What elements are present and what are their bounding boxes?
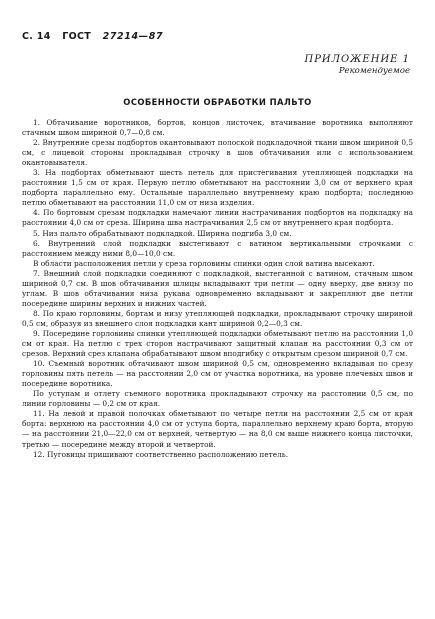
paragraph-11: 11. На левой и правой полочках обметывают по четыре петли на расстоянии 2,5 см от края борта: верхнюю на расстоянии 4,0 см от уступа борта, параллельно верхнему краю борта, вторую — на расстоянии 21,0—22,0 см от верхней, четвертую — на 8,0 см выше нижнего конца листочки, третью — посередине между второй и четвертой. [22,409,413,449]
appendix-block [304,54,410,76]
paragraph-7: 7. Внешний слой подкладки соединяют с подкладкой, выстеганной с ватином, стачным швом шириной 0,7 см. В шов обтачивания шлицы вкладывают три петли — одну вверху, две внизу по углам. В шов обтачивания низа рукава одновременно вкладывают и закрепляют две петли посередине ширины верхних и нижних частей. [22,268,413,308]
paragraph-10-note: По уступам и отлету съемного воротника прокладывают строчку на расстоянии 0,5 см, по линии горловины — 0,2 см от края. [22,389,413,409]
paragraph-1: 1. Обтачивание воротников, бортов, концов листочек, втачивание воротника выполняют стачным швом шириной 0,7—0,8 см. [22,118,413,138]
paragraph-6-note: В области расположения петли у среза горловины спинки один слой ватина высекают. [33,258,375,268]
paragraph-3: 3. На подбортах обметывают шесть петель для пристегивания утепляющей подкладки на расстоянии 1,5 см от края. Первую петлю обметывают на расстоянии 3,0 см от верхнего края подборта параллельно ему. Остальные параллельно внутреннему краю подборта; последнюю петлю обметывают на расстоянии 11,0 см от низа изделия. [22,168,413,208]
paragraph-4: 4. По бортовым срезам подкладки намечают линии настрачивания подбортов на подкладку на расстоянии 4,0 см от среза. Ширина шва настрачивания 2,5 см от внутреннего края подборта. [22,208,413,228]
standard-label: ГОСТ [62,31,92,42]
standard-number: 27214—87 [102,31,164,42]
paragraph-8: 8. По краю горловины, бортам и низу утепляющей подкладки, прокладывают строчку шириной 0,5 см, образуя из внешнего слоя подкладки кант шириной 0,2—0,3 см. [22,308,413,328]
appendix-subtitle: Рекомендуемое [338,66,410,76]
page-number: С. 14 [22,31,51,42]
paragraph-6: 6. Внутренний слой подкладки выстегивают с ватином вертикальными строчками с расстоянием между ними 8,0—10,0 см. [22,238,413,258]
section-title: ОСОБЕННОСТИ ОБРАБОТКИ ПАЛЬТО [123,97,312,107]
paragraph-2: 2. Внутренние срезы подбортов окантовывают полоской подкладочной ткани швом шириной 0,5 см, с лицевой стороны прокладывая строчку в шов обтачивания или с использованием окантовывателя. [22,138,413,168]
appendix-title: ПРИЛОЖЕНИЕ 1 [304,54,410,65]
paragraph-10: 10. Съемный воротник обтачивают швом шириной 0,5 см, одновременно вкладывая по срезу горловины пять петель — на расстоянии 2,0 см от участка воротника, на уровне плечевых швов и посередине воротника. [22,359,413,389]
document-body [22,118,413,460]
paragraph-12: 12. Пуговицы пришивают соответственно расположению петель. [33,449,289,459]
paragraph-9: 9. Посередине горловины спинки утепляющей подкладки обметывают петлю на расстоянии 1,0 см от края. На петлю с трех сторон настрачивают защитный клапан на расстоянии 0,3 см от срезов. Верхний срез клапана обрабатывают швом вподгибку с открытым срезом шириной 0,7 см. [22,328,413,359]
page-header [22,31,171,42]
paragraph-5: 5. Низ пальто обрабатывают подкладкой. Ширина подгиба 3,0 см. [33,228,292,238]
